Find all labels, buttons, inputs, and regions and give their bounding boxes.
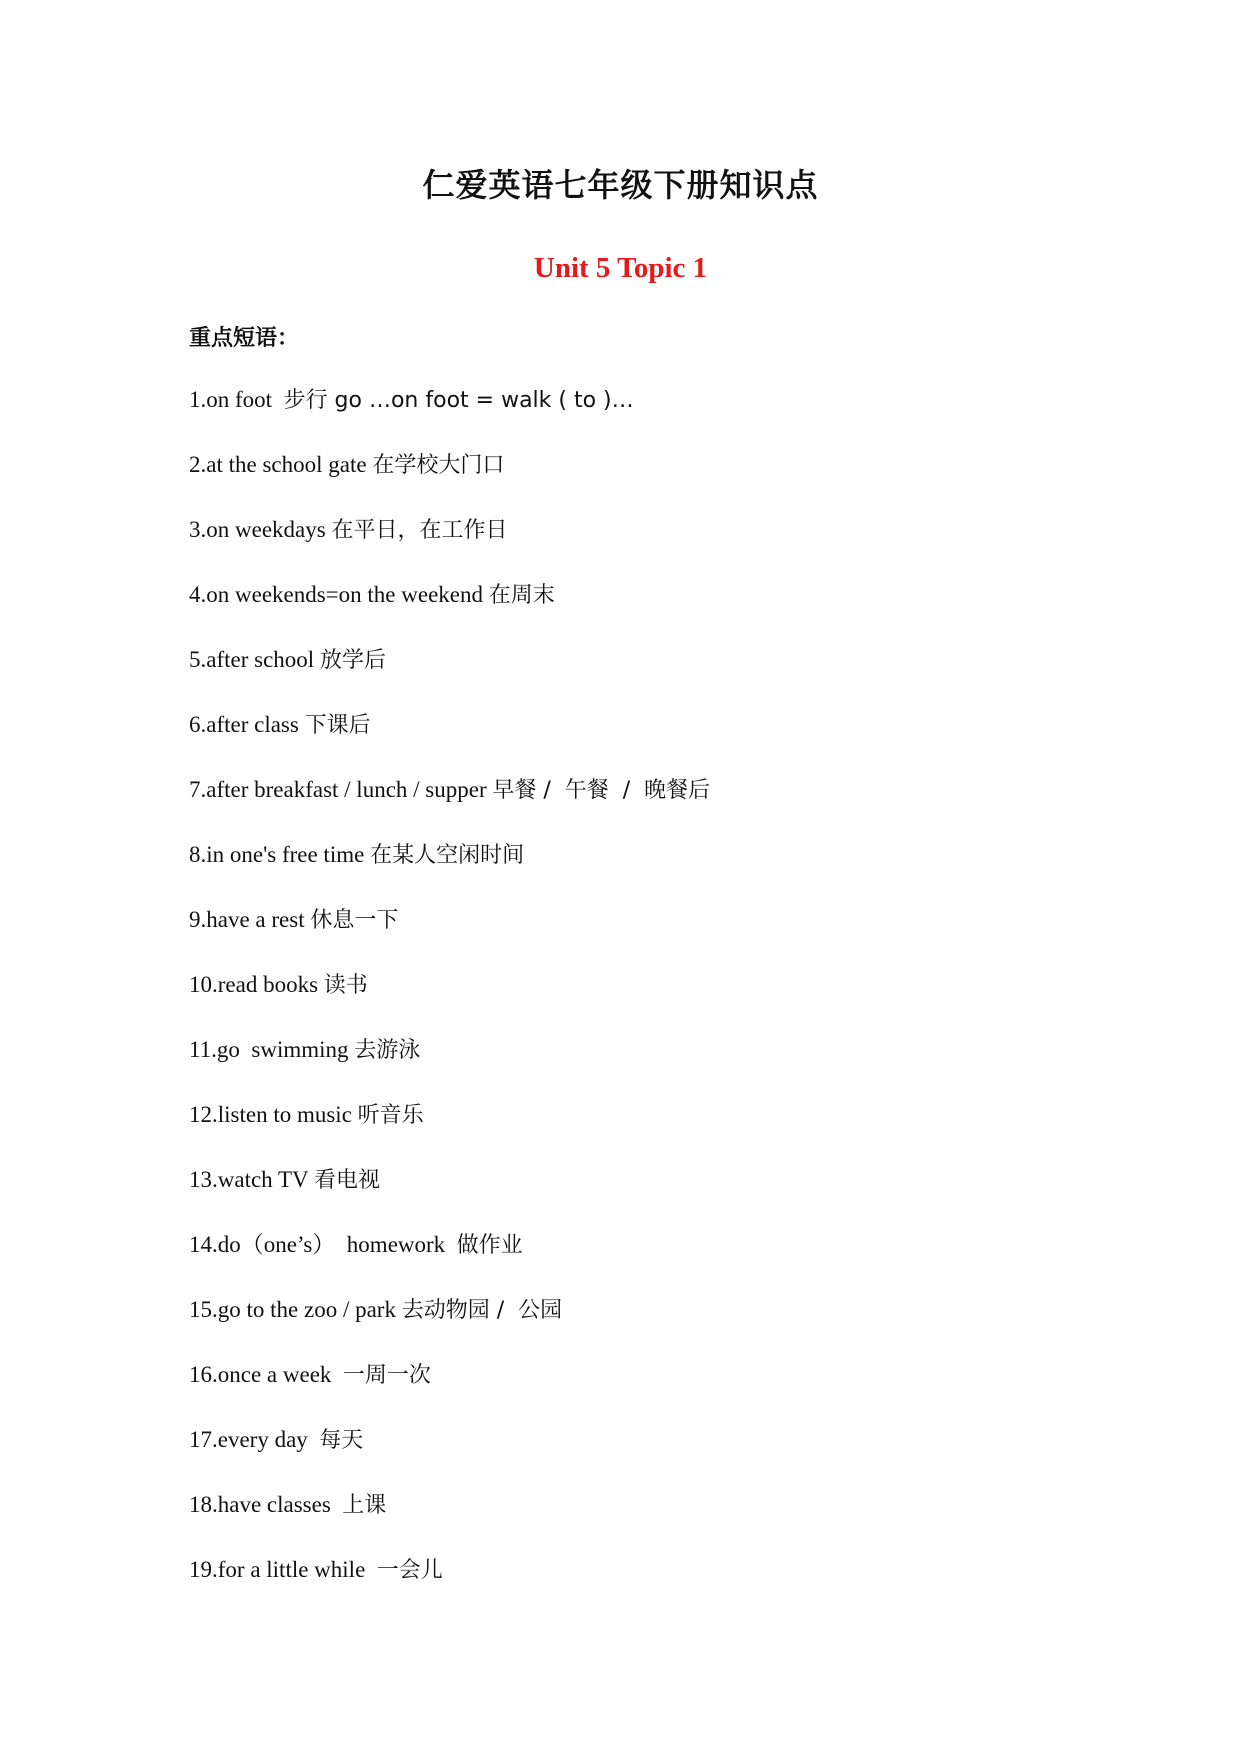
phrase-chinese: 每天 xyxy=(319,1428,364,1453)
phrase-item xyxy=(189,770,710,835)
phrase-item xyxy=(189,1290,710,1355)
phrase-english: 17.every day xyxy=(189,1427,320,1452)
phrase-chinese: 在学校大门口 xyxy=(372,453,505,478)
phrase-english: 1.on foot xyxy=(189,387,284,412)
phrase-item xyxy=(189,1550,710,1615)
phrase-chinese: 一会儿 xyxy=(376,1558,443,1583)
phrase-chinese: 去动物园 / 公园 xyxy=(401,1298,563,1323)
phrase-list xyxy=(189,380,710,1615)
phrase-item xyxy=(189,1095,710,1160)
phrase-chinese: 下课后 xyxy=(304,713,371,738)
phrase-item xyxy=(189,1485,710,1550)
phrase-english: 11.go swimming xyxy=(189,1037,355,1062)
phrase-item xyxy=(189,640,710,705)
phrase-item xyxy=(189,835,710,900)
document-title: 仁爱英语七年级下册知识点 xyxy=(422,166,819,204)
phrase-chinese: 早餐 / 午餐 / 晚餐后 xyxy=(492,778,711,803)
phrase-chinese: 听音乐 xyxy=(357,1103,424,1128)
phrase-chinese: 去游泳 xyxy=(354,1038,421,1063)
phrase-chinese: 上课 xyxy=(342,1493,387,1518)
phrase-chinese: 一周一次 xyxy=(342,1363,431,1388)
phrase-item xyxy=(189,445,710,510)
phrase-chinese: 看电视 xyxy=(314,1168,381,1193)
section-heading: 重点短语： xyxy=(189,326,300,351)
phrase-english: 19.for a little while xyxy=(189,1557,377,1582)
phrase-english: 14.do（one’s） homework xyxy=(189,1232,457,1257)
phrase-english: 12.listen to music xyxy=(189,1102,358,1127)
phrase-item xyxy=(189,1225,710,1290)
phrase-item xyxy=(189,1160,710,1225)
phrase-english: 4.on weekends=on the weekend xyxy=(189,582,489,607)
phrase-item xyxy=(189,1355,710,1420)
phrase-english: 16.once a week xyxy=(189,1362,343,1387)
phrase-chinese: 读书 xyxy=(323,973,368,998)
phrase-chinese: 休息一下 xyxy=(310,908,399,933)
phrase-english: 8.in one's free time xyxy=(189,842,371,867)
phrase-item xyxy=(189,380,710,445)
phrase-item xyxy=(189,705,710,770)
phrase-english: 13.watch TV xyxy=(189,1167,314,1192)
phrase-english: 18.have classes xyxy=(189,1492,343,1517)
phrase-english: 6.after class xyxy=(189,712,305,737)
phrase-item xyxy=(189,575,710,640)
phrase-chinese: 做作业 xyxy=(456,1233,523,1258)
phrase-english: 15.go to the zoo / park xyxy=(189,1297,402,1322)
phrase-chinese: 放学后 xyxy=(319,648,386,673)
phrase-item xyxy=(189,1030,710,1095)
phrase-item xyxy=(189,1420,710,1485)
phrase-english: 3.on weekdays xyxy=(189,517,332,542)
phrase-english: 9.have a rest xyxy=(189,907,311,932)
phrase-english: 5.after school xyxy=(189,647,320,672)
phrase-item xyxy=(189,965,710,1030)
phrase-chinese: 步行 go …on foot = walk ( to )… xyxy=(283,388,634,413)
phrase-item xyxy=(189,900,710,965)
phrase-chinese: 在平日，在工作日 xyxy=(331,518,508,543)
phrase-english: 2.at the school gate xyxy=(189,452,373,477)
phrase-english: 7.after breakfast / lunch / supper xyxy=(189,777,493,802)
phrase-chinese: 在某人空闲时间 xyxy=(370,843,525,868)
phrase-chinese: 在周末 xyxy=(488,583,555,608)
phrase-english: 10.read books xyxy=(189,972,324,997)
phrase-item xyxy=(189,510,710,575)
unit-topic-heading: Unit 5 Topic 1 xyxy=(533,252,708,284)
